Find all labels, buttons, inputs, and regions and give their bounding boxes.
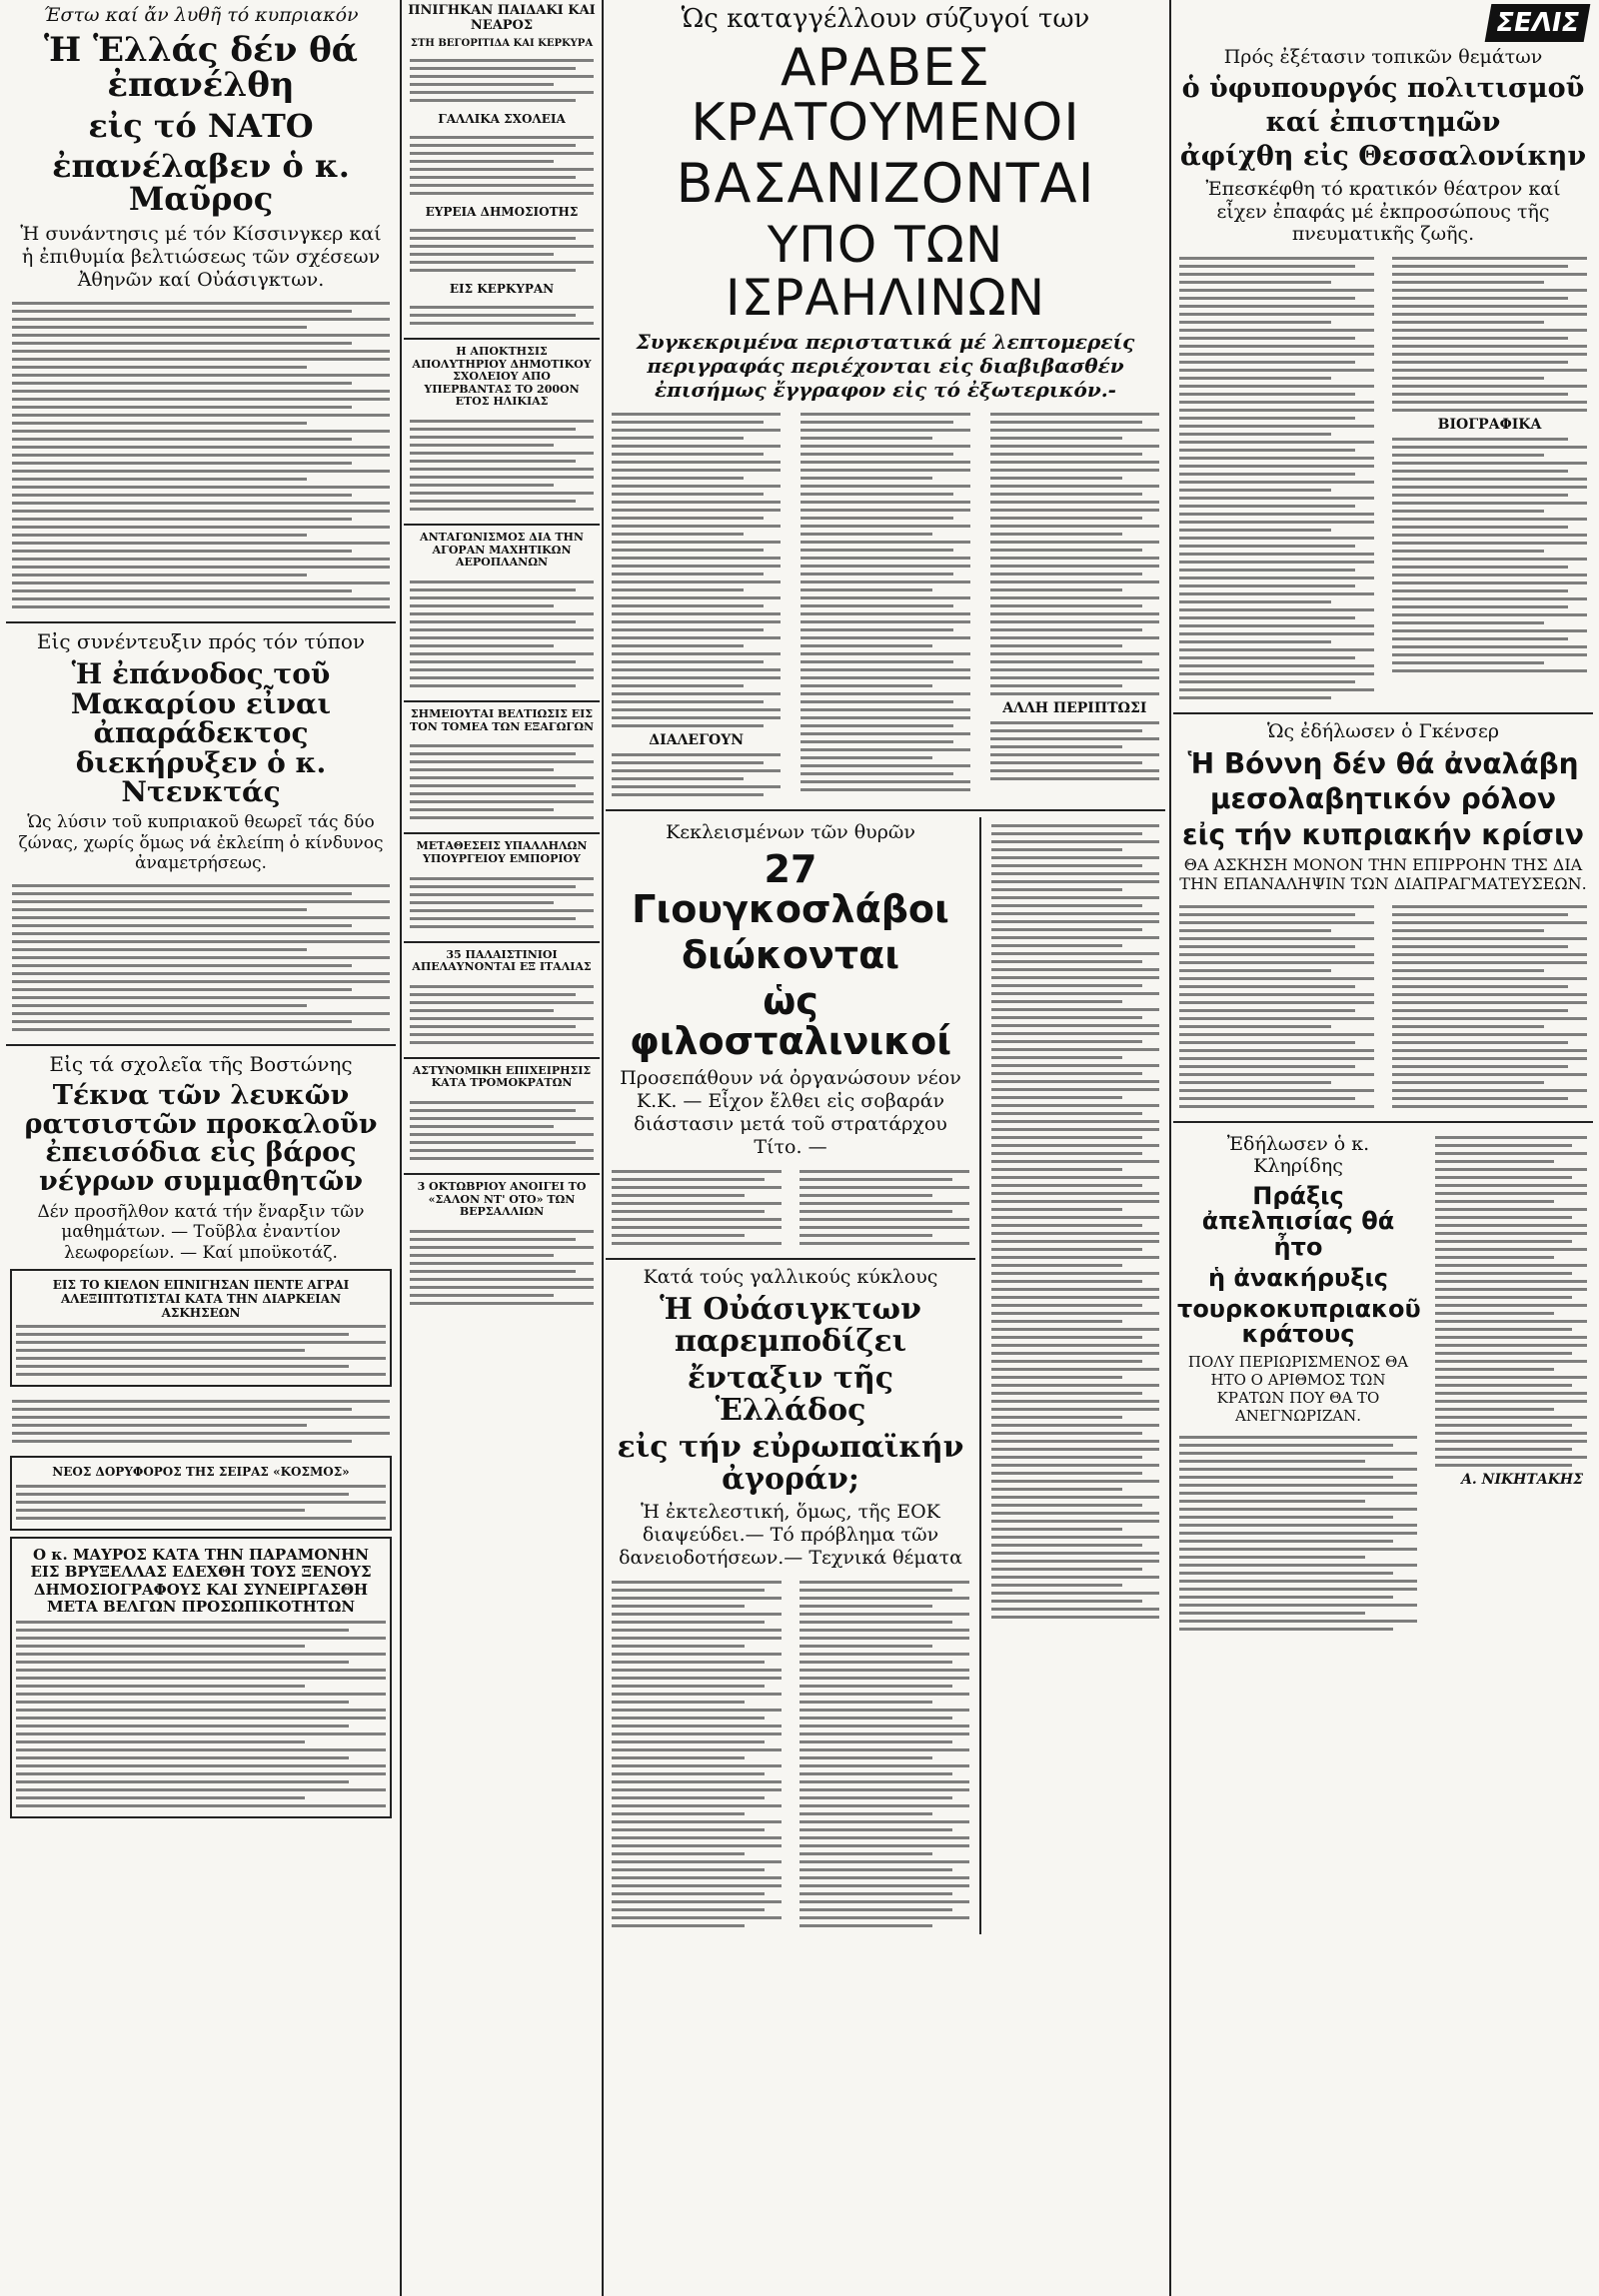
culture-body-col-1 <box>1173 250 1380 706</box>
logo-wrap <box>1179 4 1587 42</box>
headline-drowned: ΠΝΙΓΗΚΑΝ ΠΑΙΔΑΚΙ ΚΑΙ ΝΕΑΡΟΣ <box>408 3 596 33</box>
column-left <box>6 0 396 2296</box>
subhead-denktash: Ὡς λύσιν τοῦ κυπριακοῦ θεωρεῖ τάς δύο ζώνας, χωρίς ὅμως νά ἐκλείπη ὁ κίνδυνος ἀναμετρήσεως. <box>18 812 384 874</box>
article-nato-body <box>6 295 396 615</box>
section-palaistinioi: 35 ΠΑΛΑΙΣΤΙΝΙΟΙ ΑΠΕΛΑΥΝΟΝΤΑΙ ΕΞ ΙΤΑΛΙΑΣ <box>412 947 592 974</box>
arabs-body-col-2 <box>795 406 975 803</box>
subsection-dialegoun: ΔΙΑΛΕΓΟΥΝ <box>649 732 745 749</box>
section-apolytirio: Η ΑΠΟΚΤΗΣΙΣ ΑΠΟΛΥΤΗΡΙΟΥ ΔΗΜΟΤΙΚΟΥ ΣΧΟΛΕΙΟΥ ΑΠΟ ΥΠΕΡΒΑΝΤΑΣ ΤΟ 200ΟΝ ΕΤΟΣ ΗΛΙΚΙΑΣ <box>412 344 592 409</box>
subhead-arabs: Συγκεκριμένα περιστατικά μέ λεπτομερείς περιγραφάς περιέχονται εἰς διαβιβασθέν ἐπισήμως ἔγγραφον εἰς τό ἐξωτερικόν.- <box>636 330 1135 403</box>
column-main <box>606 0 1165 2296</box>
headline-clerides-3: τουρκοκυπριακοῦ κράτους <box>1177 1294 1421 1349</box>
bonn-body-col-1 <box>1173 898 1380 1115</box>
selis-logo: ΣΕΛΙΣ <box>1485 4 1591 42</box>
kicker-eok: Κατά τούς γαλλικούς κύκλους <box>643 1265 938 1288</box>
column-right <box>1173 0 1593 2296</box>
subhead-yugoslavs: Προσεπάθουν νά ὀργανώσουν νέον Κ.Κ. — Εἶχον ἔλθει εἰς σοβαράν διάστασιν μετά τοῦ στρατάρχου Τίτο. — <box>620 1067 961 1158</box>
column-second <box>404 0 600 2296</box>
headline-clerides-2: ἡ ἀνακήρυξις <box>1207 1263 1389 1292</box>
subhead-bonn: ΘΑ ΑΣΚΗΣΗ ΜΟΝΟΝ ΤΗΝ ΕΠΙΡΡΟΗΝ ΤΗΣ ΔΙΑ ΤΗΝ ΕΠΑΝΑΛΗΨΙΝ ΤΩΝ ΔΙΑΠΡΑΓΜΑΤΕΥΣΕΩΝ. <box>1179 855 1587 894</box>
kicker-bonn: Ὡς ἐδήλωσεν ὁ Γκένσερ <box>1266 720 1500 743</box>
section-metatheseis: ΜΕΤΑΘΕΣΕΙΣ ΥΠΑΛΛΗΛΩΝ ΥΠΟΥΡΓΕΙΟΥ ΕΜΠΟΡΙΟΥ <box>416 839 588 865</box>
box-kiel-title: ΕΙΣ ΤΟ ΚΙΕΛΟΝ ΕΠΝΙΓΗΣΑΝ ΠΕΝΤΕ ΑΓΡΑΙ ΑΛΕΞΙΠΤΩΤΙΣΤΑΙ ΚΑΤΑ ΤΗΝ ΔΙΑΡΚΕΙΑΝ ΑΣΚΗΣΕΩΝ <box>52 1278 350 1320</box>
headline-denktash: Ἡ ἐπάνοδος τοῦ Μακαρίου εἶναι ἀπαράδεκτος διεκήρυξεν ὁ κ. Ντενκτάς <box>70 657 332 808</box>
headline-nato-3: ἐπανέλαβεν ὁ κ. Μαῦρος <box>52 146 350 219</box>
article-salon-body <box>404 1223 600 1312</box>
box-kiel <box>10 1269 392 1387</box>
box-kosmos <box>10 1456 392 1531</box>
article-palaistinioi-body <box>404 978 600 1051</box>
tag-vegoritida: ΣΤΗ ΒΕΓΟΡΙΤΙΔΑ ΚΑΙ ΚΕΡΚΥΡΑ <box>410 37 594 49</box>
box-kosmos-title: ΝΕΟΣ ΔΟΡΥΦΟΡΟΣ ΤΗΣ ΣΕΙΡΑΣ «ΚΟΣΜΟΣ» <box>52 1465 350 1480</box>
headline-yugoslavs-2: διώκονται <box>681 932 900 977</box>
section-eyreia: ΕΥΡΕΙΑ ΔΗΜΟΣΙΟΤΗΣ <box>425 204 579 219</box>
headline-arabs-1: ΑΡΑΒΕΣ ΚΡΑΤΟΥΜΕΝΟΙ <box>691 38 1080 153</box>
subhead-nato: Ἡ συνάντησις μέ τόν Κίσσινγκερ καί ἡ ἐπιθυμία βελτιώσεως τῶν σχέσεων Ἀθηνῶν καί Οὐάσιγκτων. <box>20 222 382 291</box>
section-salon: 3 ΟΚΤΩΒΡΙΟΥ ΑΝΟΙΓΕΙ ΤΟ «ΣΑΛΟΝ ΝΤ' ΟΤΟ» ΤΩΝ ΒΕΡΣΑΛΛΙΩΝ <box>417 1180 587 1219</box>
lower-main-left <box>606 817 975 1934</box>
lower-main <box>606 817 1165 1934</box>
box-mavros <box>10 1537 392 1818</box>
headline-clerides-1: Πράξις ἀπελπισίας θά ἦτο <box>1201 1182 1395 1261</box>
kicker-boston: Εἰς τά σχολεῖα τῆς Βοστώνης <box>49 1052 353 1077</box>
kicker-clerides: Ἐδήλωσεν ὁ κ. Κληρίδης <box>1226 1132 1370 1178</box>
culture-body <box>1173 250 1593 706</box>
kicker-culture: Πρός ἐξέτασιν τοπικῶν θεμάτων <box>1223 46 1543 68</box>
bonn-body <box>1173 898 1593 1115</box>
yugo-body <box>606 1163 975 1252</box>
headline-arabs-3: ΥΠΟ ΤΩΝ ΙΣΡΑΗΛΙΝΩΝ <box>725 216 1046 327</box>
signature: Α. ΝΙΚΗΤΑΚΗΣ <box>1461 1471 1583 1488</box>
subhead-eok: Ἡ ἐκτελεστική, ὅμως, τῆς ΕΟΚ διαψεύδει.— Τό πρόβλημα τῶν δανειοδοτήσεων.— Τεχνικά θέματα <box>619 1501 962 1569</box>
section-astynomiki: ΑΣΤΥΝΟΜΙΚΗ ΕΠΙΧΕΙΡΗΣΙΣ ΚΑΤΑ ΤΡΟΜΟΚΡΑΤΩΝ <box>412 1063 592 1090</box>
headline-eok-3: εἰς τήν εὐρωπαϊκήν ἀγοράν; <box>617 1430 964 1497</box>
box-mavros-title: Ο κ. ΜΑΥΡΟΣ ΚΑΤΑ ΤΗΝ ΠΑΡΑΜΟΝΗΝ ΕΙΣ ΒΡΥΞΕΛΛΑΣ ΕΔΕΧΘΗ ΤΟΥΣ ΞΕΝΟΥΣ ΔΗΜΟΣΙΟΓΡΑΦΟΥΣ ΚΑΙ ΣΥΝΕΙΡΓΑΣΘΗ ΜΕΤΑ ΒΕΛΓΩΝ ΠΡΟΣΩΠΙΚΟΤΗΤΩΝ <box>30 1546 372 1616</box>
section-exagogi: ΣΗΜΕΙΟΥΤΑΙ ΒΕΛΤΙΩΣΙΣ ΕΙΣ ΤΟΝ ΤΟΜΕΑ ΤΩΝ ΕΞΑΓΩΓΩΝ <box>409 707 595 733</box>
headline-yugoslavs-3: ὡς φιλοσταλινικοί <box>629 978 952 1063</box>
article-drowned-body <box>404 52 600 109</box>
subsection-biografika: ΒΙΟΓΡΑΦΙΚΑ <box>1437 417 1542 434</box>
headline-culture-3: ἀφίχθη εἰς Θεσσαλονίκην <box>1179 141 1587 173</box>
headline-culture-1: ὁ ὑφυπουργός πολιτισμοῦ <box>1181 72 1585 104</box>
subhead-culture: Ἐπεσκέφθη τό κρατικόν θέατρον καί εἶχεν ἐπαφάς μέ ἐκπροσώπους τῆς πνευματικῆς ζωῆς. <box>1205 177 1561 246</box>
cl-area-right <box>1429 1129 1593 1639</box>
section-kerkyra: ΕΙΣ ΚΕΡΚΥΡΑΝ <box>449 281 555 296</box>
cl-area-left <box>1173 1129 1423 1639</box>
section-galika: ΓΑΛΛΙΚΑ ΣΧΟΛΕΙΑ <box>438 111 566 126</box>
eok-body <box>606 1574 975 1934</box>
eok-body-col-1 <box>606 1574 788 1934</box>
subhead-clerides: ΠΟΛΥ ΠΕΡΙΩΡΙΣΜΕΝΟΣ ΘΑ ΗΤΟ Ο ΑΡΙΘΜΟΣ ΤΩΝ ΚΡΑΤΩΝ ΠΟΥ ΘΑ ΤΟ ΑΝΕΓΝΩΡΙΖΑΝ. <box>1187 1353 1409 1426</box>
article-exagogi-body <box>404 737 600 826</box>
headline-bonn-1: Ἡ Βόννη δέν θά ἀναλάβη <box>1187 747 1579 781</box>
headline-arabs-2: ΒΑΣΑΝΙΖΟΝΤΑΙ <box>676 152 1095 216</box>
kicker-nato: Έστω καί ἄν λυθῆ τό κυπριακόν <box>43 4 359 26</box>
article-eyreia-body <box>404 222 600 279</box>
arabs-body-columns <box>606 406 1165 803</box>
cl-area <box>1173 1129 1593 1639</box>
article-galika-body <box>404 129 600 202</box>
headline-yugoslavs-1: 27 Γιουγκοσλάβοι <box>632 846 949 931</box>
article-antagonismos-body <box>404 574 600 694</box>
subhead-boston: Δέν προσῆλθον κατά τήν ἔναρξιν τῶν μαθημάτων. — Τοῦβλα ἐναντίον λεωφορείων. — Καί μποϋκοτάζ. <box>37 1201 365 1263</box>
subsection-alli-periptosi: ΑΛΛΗ ΠΕΡΙΠΤΩΣΙ <box>1002 700 1147 717</box>
article-kerkyra-body <box>404 299 600 332</box>
yugo-body-col-2 <box>794 1163 975 1252</box>
kicker-yugoslavs: Κεκλεισμένων τῶν θυρῶν <box>666 821 915 844</box>
headline-nato-2: εἰς τό ΝΑΤΟ <box>88 107 314 146</box>
article-astynomiki-body <box>404 1094 600 1167</box>
headline-boston: Τέκνα τῶν λευκῶν ρατσιστῶν προκαλοῦν ἐπεισόδια εἰς βάρος νέγρων συμμαθητῶν <box>24 1080 378 1197</box>
kicker-denktash: Εἰς συνέντευξιν πρός τόν τύπον <box>36 629 366 654</box>
article-metatheseis-body <box>404 870 600 935</box>
eok-body-col-2 <box>794 1574 975 1934</box>
kicker-arabs: Ὡς καταγγέλλουν σύζυγοί των <box>681 4 1090 34</box>
bonn-body-col-2 <box>1386 898 1593 1115</box>
arabs-body-col-3 <box>984 406 1165 803</box>
clerides-body <box>1173 1429 1423 1638</box>
headline-eok-1: Ἡ Οὐάσιγκτων παρεμποδίζει <box>660 1292 921 1359</box>
yugo-body-col-1 <box>606 1163 788 1252</box>
lower-main-right <box>985 817 1165 1934</box>
headline-eok-2: ἔνταξιν τῆς Ἑλλάδος <box>687 1361 894 1428</box>
headline-nato-1: Ἡ Ἑλλάς δέν θά ἐπανέλθη <box>44 29 358 106</box>
article-boston-body <box>6 1393 396 1450</box>
culture-body-col-2 <box>1386 250 1593 706</box>
section-antagonismos: ΑΝΤΑΓΩΝΙΣΜΟΣ ΔΙΑ ΤΗΝ ΑΓΟΡΑΝ ΜΑΧΗΤΙΚΩΝ ΑΕΡΟΠΛΑΝΩΝ <box>420 531 584 570</box>
arabs-body-col-1 <box>606 406 787 803</box>
headline-culture-2: καί ἐπιστημῶν <box>1265 107 1501 139</box>
headline-bonn-3: εἰς τήν κυπριακήν κρίσιν <box>1182 817 1584 851</box>
headline-bonn-2: μεσολαβητικόν ρόλον <box>1209 782 1557 816</box>
article-denktash-body <box>6 877 396 1038</box>
article-apolytirio-body <box>404 413 600 518</box>
